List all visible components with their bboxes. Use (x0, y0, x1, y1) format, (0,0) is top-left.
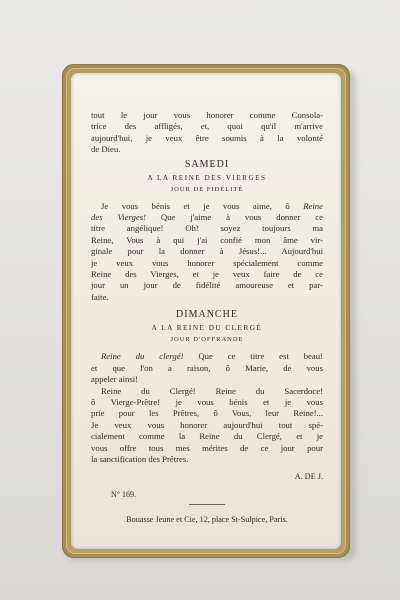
dimanche-line: la sanctification des Prêtres. (91, 453, 189, 464)
dimanche-line: vous offre tous mes mérites de ce jour pour (91, 442, 323, 453)
dimanche-subheading: A LA REINE DU CLERGÉ (151, 324, 263, 333)
samedi-day: JOUR DE FIDÉLITÉ (170, 185, 244, 193)
samedi-paragraph (91, 201, 323, 304)
divider-rule (189, 504, 225, 505)
dimanche-heading: DIMANCHE (176, 309, 238, 321)
samedi-line: Reine, Vous à qui j'ai confié mon âme vir- (91, 234, 323, 245)
dimanche-line: cialement comme la Reine du Clergé, et je (91, 431, 323, 442)
intro-line: trice des affligés, et, quoi qu'il m'arrive (91, 121, 323, 132)
card-text (91, 110, 323, 524)
prayer-card (62, 64, 350, 558)
samedi-heading: SAMEDI (184, 158, 230, 170)
card-paper (71, 73, 341, 549)
signature-row (91, 472, 323, 500)
samedi-line: je veux vous honorer spécialement comme (91, 257, 323, 268)
card-number: N° 169. (111, 490, 136, 500)
samedi-line: faite. (91, 291, 109, 302)
samedi-line: ginale pour la donner à Jésus!... Aujourd'hui (91, 246, 323, 257)
dimanche-line: prie pour les Prêtres, ô Vous, leur Reine!... (91, 408, 323, 419)
dimanche-line: Je veux vous honorer aujourd'hui tout spé- (91, 419, 323, 430)
samedi-line: Je vous bénis et je vous aime, ô Reine (101, 200, 323, 211)
dimanche-line: Reine du clergé! Que ce titre est beau! (101, 351, 323, 362)
samedi-line: des Vierges! Que j'aime à vous donner ce (91, 212, 323, 223)
samedi-line: jour un jour de fidélité amoureuse et par- (91, 280, 323, 291)
publisher-imprint: Bouasse Jeune et Cie, 12, place St-Sulpice, Paris. (126, 515, 288, 525)
samedi-subheading: A LA REINE DES VIERGES (147, 173, 267, 182)
intro-line: aujourd'hui, je veux être soumis à la volonté (91, 132, 323, 143)
dimanche-line: appeler ainsi! (91, 374, 139, 385)
signature: A. DE J. (294, 472, 323, 482)
samedi-line: titre angélique! Oh! soyez toujours ma (91, 223, 323, 234)
intro-line: de Dieu. (91, 144, 121, 155)
intro-line: tout le jour vous honorer comme Consola- (91, 110, 323, 120)
dimanche-line: Reine du Clergé! Reine du Sacerdoce! (101, 385, 323, 396)
dimanche-line: ô Vierge-Prêtre! je vous bénis et je vous (91, 396, 323, 407)
dimanche-line: et que l'on a raison, ô Marie, de vous (91, 362, 323, 373)
intro-paragraph (91, 110, 323, 156)
dimanche-day: JOUR D'OFFRANDE (170, 336, 244, 344)
samedi-line: Reine des Vierges, et je veux faire de ce (91, 269, 323, 280)
dimanche-paragraph (91, 351, 323, 465)
